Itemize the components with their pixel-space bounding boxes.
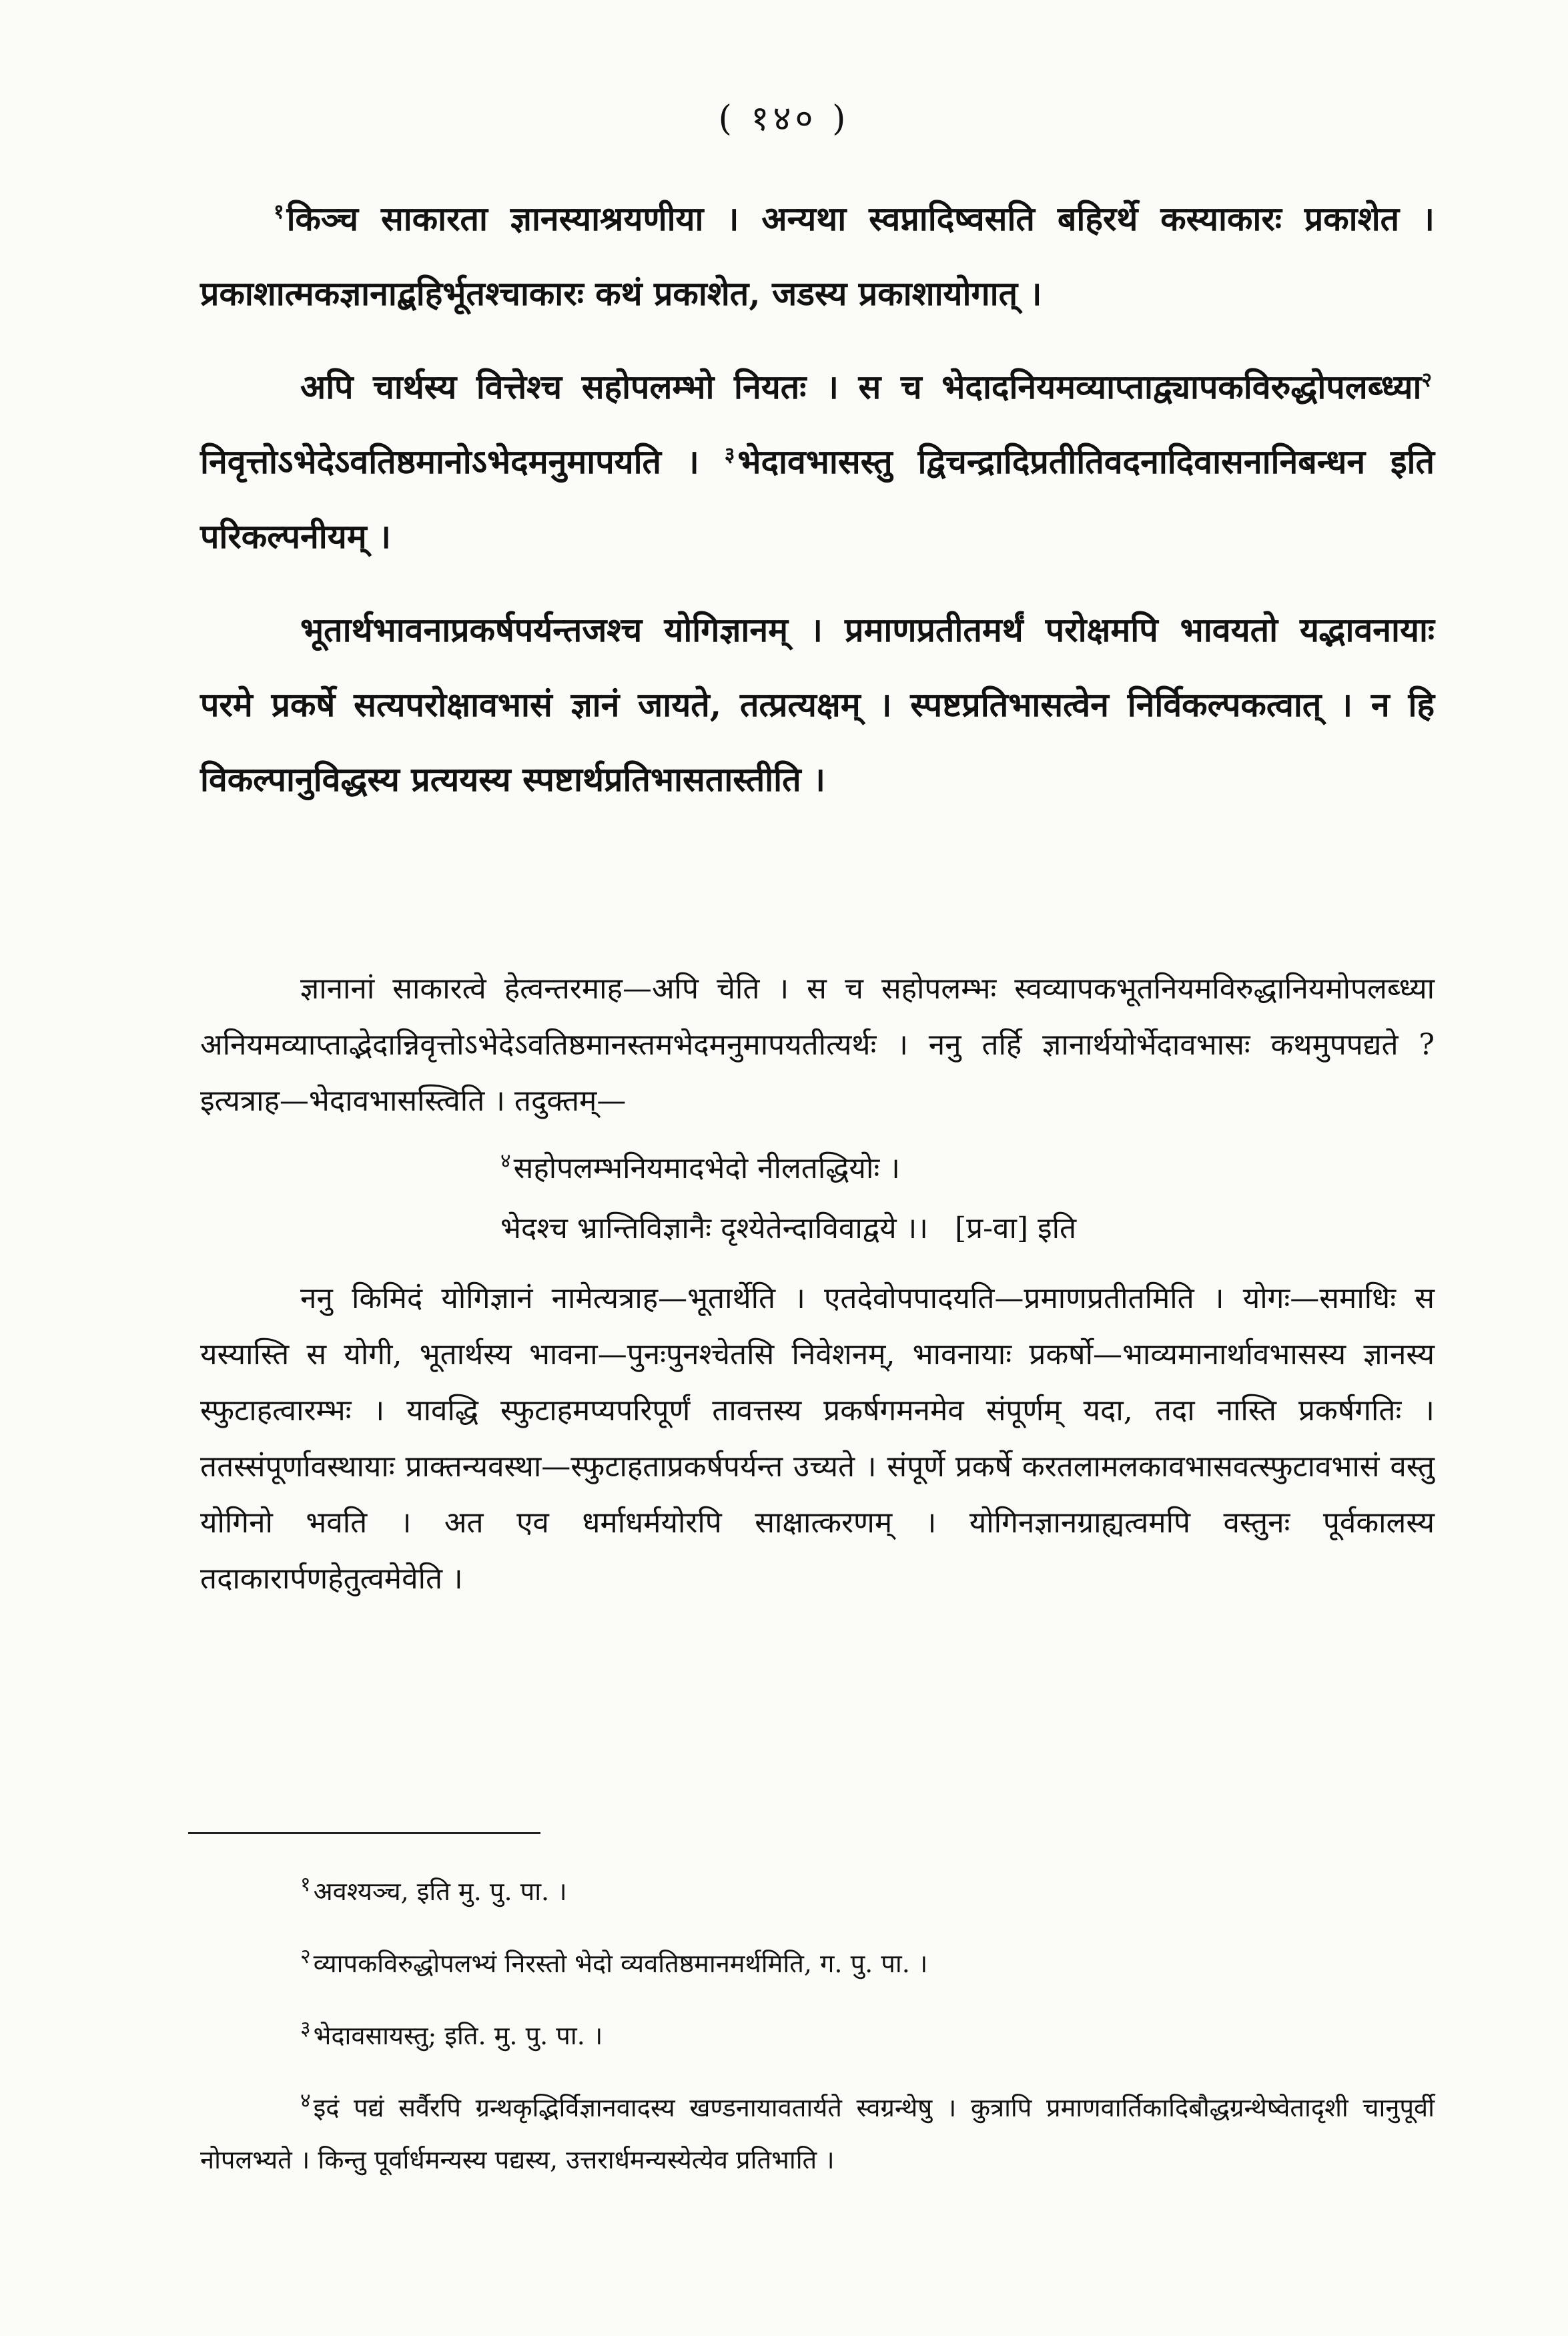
footnote-number: ४ <box>300 2089 311 2113</box>
mula-paragraph-3 <box>200 593 1435 817</box>
footnote-4 <box>200 2082 1435 2186</box>
mula-paragraph-3-text: भूतार्थभावनाप्रकर्षपर्यन्तजश्च योगिज्ञानम् । प्रमाणप्रतीतमर्थं परोक्षमपि भावयतो यद्भावनायाः परमे प्रकर्षे सत्यपरोक्षावभासं ज्ञानं जायते, तत्प्रत्यक्षम् । स्पष्टप्रतिभासत्वेन निर्विकल्पकत्वात् । न हि विकल्पानुविद्धस्य प्रत्ययस्य स्पष्टार्थप्रतिभासतास्तीति । <box>200 610 1435 799</box>
footnote-separator <box>188 1832 540 1834</box>
mula-paragraph-2 <box>200 350 1435 574</box>
footnote-3 <box>200 2010 1435 2062</box>
footnote-marker: १ <box>274 200 284 224</box>
verse-line-2 <box>500 1199 1435 1259</box>
footnote-number: १ <box>300 1873 311 1897</box>
commentary-paragraph-1: ज्ञानानां साकारत्वे हेत्वन्तरमाह—अपि चेति । स च सहोपलम्भः स्वव्यापकभूतनियमविरुद्धानियमोपलब्ध्या अनियमव्याप्ताद्भेदान्निवृत्तोऽभेदेऽवतिष्ठमानस्तमभेदमनुमापयतीत्यर्थः । ननु तर्हि ज्ञानार्थयोर्भेदावभासः कथमुपपद्यते ? इत्यत्राह—भेदावभासस्त्विति । तदुक्तम्— <box>200 972 1435 1118</box>
footnote-3-text: भेदावसायस्तु; इति. मु. पु. पा. । <box>313 2021 603 2050</box>
mula-paragraph-2-text-b: निवृत्तोऽभेदेऽवतिष्ठमानोऽभेदमनुमापयति । <box>200 442 725 481</box>
quoted-verse <box>200 1139 1435 1259</box>
commentary-paragraph-2: ननु किमिदं योगिज्ञानं नामेत्यत्राह—भूतार्थेति । एतदेवोपपादयति—प्रमाणप्रतीतमिति । योगः—समाधिः स यस्यास्ति स योगी, भूतार्थस्य भावना—पुनःपुनश्चेतसि निवेशनम्, भावनायाः प्रकर्षो—भाव्यमानार्थावभासस्य ज्ञानस्य स्फुटाहत्वारम्भः । यावद्धि स्फुटाहमप्यपरिपूर्णं तावत्तस्य प्रकर्षगमनमेव संपूर्णम् यदा, तदा नास्ति प्रकर्षगतिः । ततस्संपूर्णावस्थायाः प्राक्तन्यवस्था—स्फुटाहताप्रकर्षपर्यन्त उच्यते । संपूर्णे प्रकर्षे करतलामलकावभासवत्स्फुटावभासं वस्तु योगिनो भवति । अत एव धर्माधर्मयोरपि साक्षात्करणम् । योगिनज्ञानग्राह्यत्वमपि वस्तुनः पूर्वकालस्य तदाकारार्पणहेतुत्वमेवेति । <box>200 1281 1435 1596</box>
footnote-2 <box>200 1938 1435 1990</box>
verse-source-reference: [प्र-वा] इति <box>954 1211 1077 1245</box>
mula-paragraph-1-text: किञ्च साकारता ज्ञानस्याश्रयणीया । अन्यथा स्वप्नादिष्वसति बहिरर्थे कस्याकारः प्रकाशेत । प्रकाशात्मकज्ञानाद्बहिर्भूतश्चाकारः कथं प्रकाशेत, जडस्य प्रकाशायोगात् । <box>200 199 1435 313</box>
footnote-number: ३ <box>300 2017 311 2041</box>
footnotes <box>200 1865 1435 2206</box>
mula-paragraph-2-text-a: अपि चार्थस्य वित्तेश्च सहोपलम्भो नियतः । स च भेदादनियमव्याप्ताद्व्यापकविरुद्धोपलब्ध्या <box>300 367 1422 406</box>
mula-paragraph-1 <box>200 182 1435 331</box>
footnote-marker: ३ <box>724 443 735 467</box>
verse-line-2-text: भेदश्च भ्रान्तिविज्ञानैः दृश्येतेन्दाविवाद्वये ।। <box>500 1211 928 1245</box>
footnote-4-text: इदं पद्यं सर्वैरपि ग्रन्थकृद्भिर्विज्ञानवादस्य खण्डनायावतार्यते स्वग्रन्थेषु । कुत्रापि प्रमाणवार्तिकादिबौद्धग्रन्थेष्वेतादृशी चानुपूर्वी नोपलभ्यते । किन्तु पूर्वार्धमन्यस्य पद्यस्य, उत्तरार्धमन्यस्येत्येव प्रतिभाति । <box>200 2093 1435 2174</box>
verse-line-1 <box>500 1139 1435 1199</box>
footnote-number: २ <box>300 1945 311 1969</box>
footnote-1-text: अवश्यञ्च, इति मु. पु. पा. । <box>313 1877 567 1906</box>
footnote-marker: २ <box>1421 368 1432 392</box>
footnote-1 <box>200 1865 1435 1918</box>
page-number: ( १४० ) <box>718 99 850 139</box>
commentary-text <box>200 961 1435 1607</box>
verse-line-1-text: सहोपलम्भनियमादभेदो नीलतद्धियोः । <box>513 1151 900 1185</box>
footnote-2-text: व्यापकविरुद्धोपलभ्यं निरस्तो भेदो व्यवतिष्ठमानमर्थमिति, ग. पु. पा. । <box>313 1949 928 1978</box>
mula-paragraph-2-text-c: भेदावभासस्तु द्विचन्द्रादिप्रतीतिवदनादिवासनानिबन्धन इति परिकल्पनीयम् । <box>200 442 1435 556</box>
footnote-marker: ४ <box>500 1149 511 1173</box>
mula-text <box>200 182 1435 817</box>
